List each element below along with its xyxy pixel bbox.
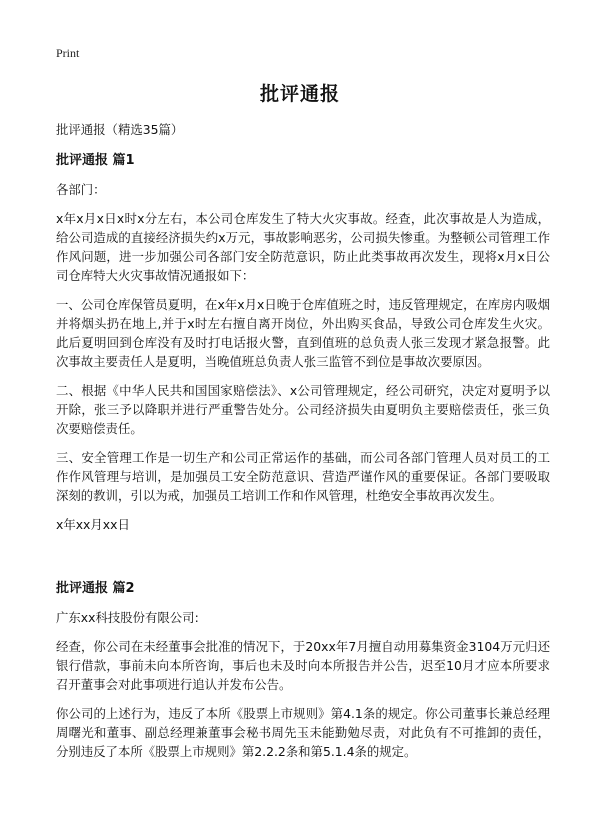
section-2-heading: 批评通报 篇2 [56, 581, 135, 596]
section-1-paragraph: 二、根据《中华人民共和国国家赔偿法》、x公司管理规定，经公司研究，决定对夏明予以开除，张三予以降职并进行严重警告处分。公司经济损失由夏明负主要赔偿责任，张三负次要赔偿责任。 [56, 383, 550, 436]
section-1-heading: 批评通报 篇1 [56, 153, 135, 168]
section-1-paragraph: 一、公司仓库保管员夏明，在x年x月x日晚于仓库值班之时，违反管理规定，在库房内吸烟并将烟头扔在地上,并于x时左右擅自离开岗位，外出购买食品，导致公司仓库发生火灾。此后夏明回到仓库没有及时打电话报火警，直到值班的总负责人张三发现才紧急报警。此次事故主要责任人是夏明，当晚值班总负责人张三监管不到位是事故次要原因。 [56, 297, 550, 369]
section-2-paragraph: 经查，你公司在未经董事会批准的情况下，于20xx年7月擅自动用募集资金3104万元归还银行借款，事前未向本所咨询，事后也未及时向本所报告并公告，迟至10月才应本所要求召开董事会对此事项进行追认并发布公告。 [56, 639, 550, 692]
section-1-date: x年xx月xx日 [56, 517, 130, 532]
section-1-paragraph: 三、安全管理工作是一切生产和公司正常运作的基础，而公司各部门管理人员对员工的工作作风管理与培训，是加强员工安全防范意识、营造严谨作风的重要保证。各部门要吸取深刻的教训，引以为戒，加强员工培训工作和作风管理，杜绝安全事故再次发生。 [56, 450, 550, 503]
section-1-salutation: 各部门： [56, 182, 106, 197]
section-2-paragraph: 你公司的上述行为，违反了本所《股票上市规则》第4.1条的规定。你公司董事长兼总经理周曙光和董事、副总经理兼董事会秘书周先玉未能勤勉尽责，对此负有不可推卸的责任，分别违反了本所《股票上市规则》第2.2.2条和第5.1.4条的规定。 [56, 706, 550, 759]
page-title: 批评通报 [259, 83, 340, 105]
section-2-salutation: 广东xx科技股份有限公司: [56, 610, 199, 625]
section-1 [56, 151, 550, 534]
section-2 [56, 579, 550, 761]
print-link[interactable]: Print [56, 46, 80, 60]
document-subtitle: 批评通报（精选35篇） [56, 122, 184, 137]
section-1-paragraph: x年x月x日x时x分左右，本公司仓库发生了特大火灾事故。经查，此次事故是人为造成，给公司造成的直接经济损失约x万元，事故影响恶劣，公司损失惨重。为整顿公司管理工作作风问题，进一步加强公司各部门安全防范意识，防止此类事故再次发生，现将x月x日公司仓库特大火灾事故情况通报如下： [56, 211, 550, 283]
